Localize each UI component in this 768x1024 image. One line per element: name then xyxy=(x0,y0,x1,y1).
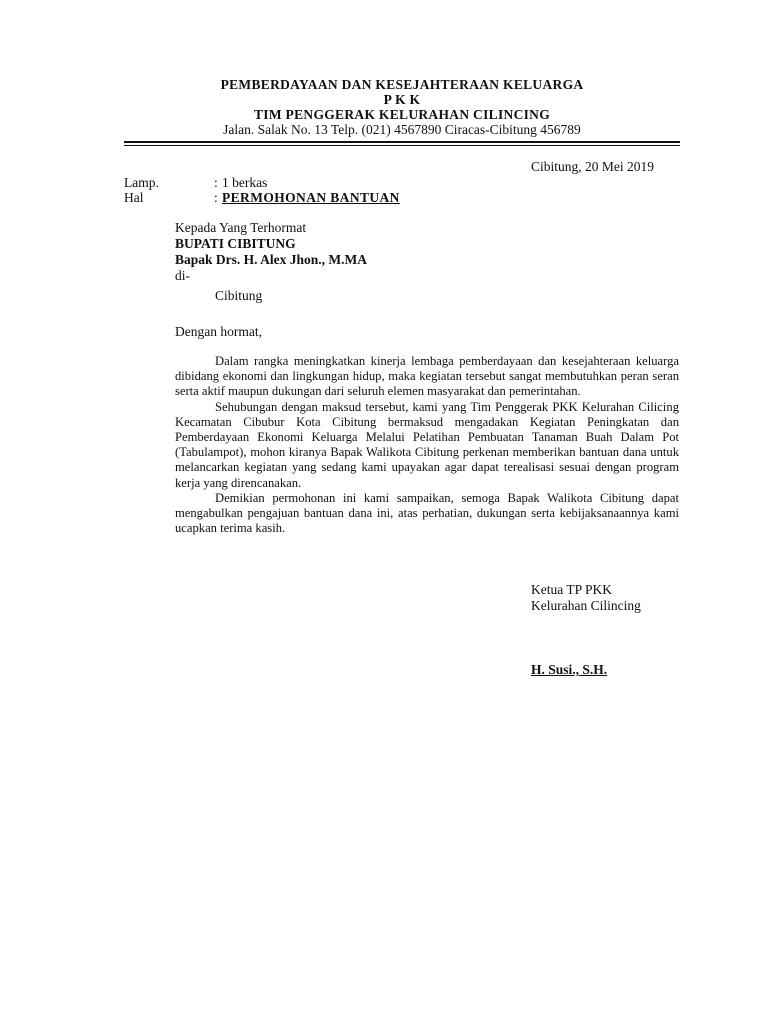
attachment-value: 1 berkas xyxy=(222,175,268,190)
letterhead-divider-thick xyxy=(124,141,680,143)
subject-value: PERMOHONAN BANTUAN xyxy=(222,190,400,205)
letterhead xyxy=(124,77,680,138)
signature-org: Kelurahan Cilincing xyxy=(531,598,641,613)
greeting: Dengan hormat, xyxy=(175,324,262,339)
recipient-di: di- xyxy=(175,268,190,283)
attachment-row xyxy=(124,175,267,191)
letterhead-pkk-line: P K K xyxy=(383,92,421,107)
recipient-title: BUPATI CIBITUNG xyxy=(175,236,296,251)
body-paragraph: Sehubungan dengan maksud tersebut, kami yang Tim Penggerak PKK Kelurahan Cilicing Kecamatan Cibubur Kota Cibitung bermaksud mengadakan Kegiatan Peningkatan dan Pemberdayaan Ekonomi Keluarga Melalui Pelatihan Pembuatan Tanaman Buah Dalam Pot (Tabulampot), mohon kiranya Bapak Walikota Cibitung perkenan memberikan bantuan dana untuk melancarkan kegiatan yang sedang kami upayakan agar dapat terealisasi sesuai dengan program kerja yang direncanakan. xyxy=(175,399,679,490)
recipient-intro: Kepada Yang Terhormat xyxy=(175,220,307,235)
recipient-block xyxy=(175,220,367,304)
recipient-name: Bapak Drs. H. Alex Jhon., M.MA xyxy=(175,252,368,267)
signature-role: Ketua TP PKK xyxy=(531,582,612,597)
letter-body xyxy=(175,354,679,536)
signature-block xyxy=(531,582,641,678)
letterhead-divider-thin xyxy=(124,145,680,146)
subject-row xyxy=(124,190,400,206)
attachment-colon: : xyxy=(214,175,218,190)
body-paragraph: Dalam rangka meningkatkan kinerja lembaga pemberdayaan dan kesejahteraan keluarga dibidang ekonomi dan lingkungan hidup, maka kegiatan tersebut sangat membutuhkan peran seran serta aktif maupun dukungan dari seluruh elemen masyarakat dan pemerintahan. xyxy=(175,354,679,399)
subject-label: Hal xyxy=(124,190,144,205)
recipient-city: Cibitung xyxy=(215,288,263,303)
signature-name: H. Susi., S.H. xyxy=(531,662,608,677)
body-paragraph: Demikian permohonan ini kami sampaikan, semoga Bapak Walikota Cibitung dapat mengabulkan pengajuan bantuan dana ini, atas perhatian, dukungan serta kebijaksanaannya kami ucapkan terima kasih. xyxy=(175,490,679,536)
letter-date: Cibitung, 20 Mei 2019 xyxy=(531,159,655,174)
letterhead-org-line: PEMBERDAYAAN DAN KESEJAHTERAAN KELUARGA xyxy=(220,77,584,92)
letterhead-address: Jalan. Salak No. 13 Telp. (021) 4567890 Ciracas-Cibitung 456789 xyxy=(223,122,581,137)
letterhead-team-line: TIM PENGGERAK KELURAHAN CILINCING xyxy=(253,107,551,122)
attachment-label: Lamp. xyxy=(124,175,159,190)
subject-colon: : xyxy=(214,190,218,205)
